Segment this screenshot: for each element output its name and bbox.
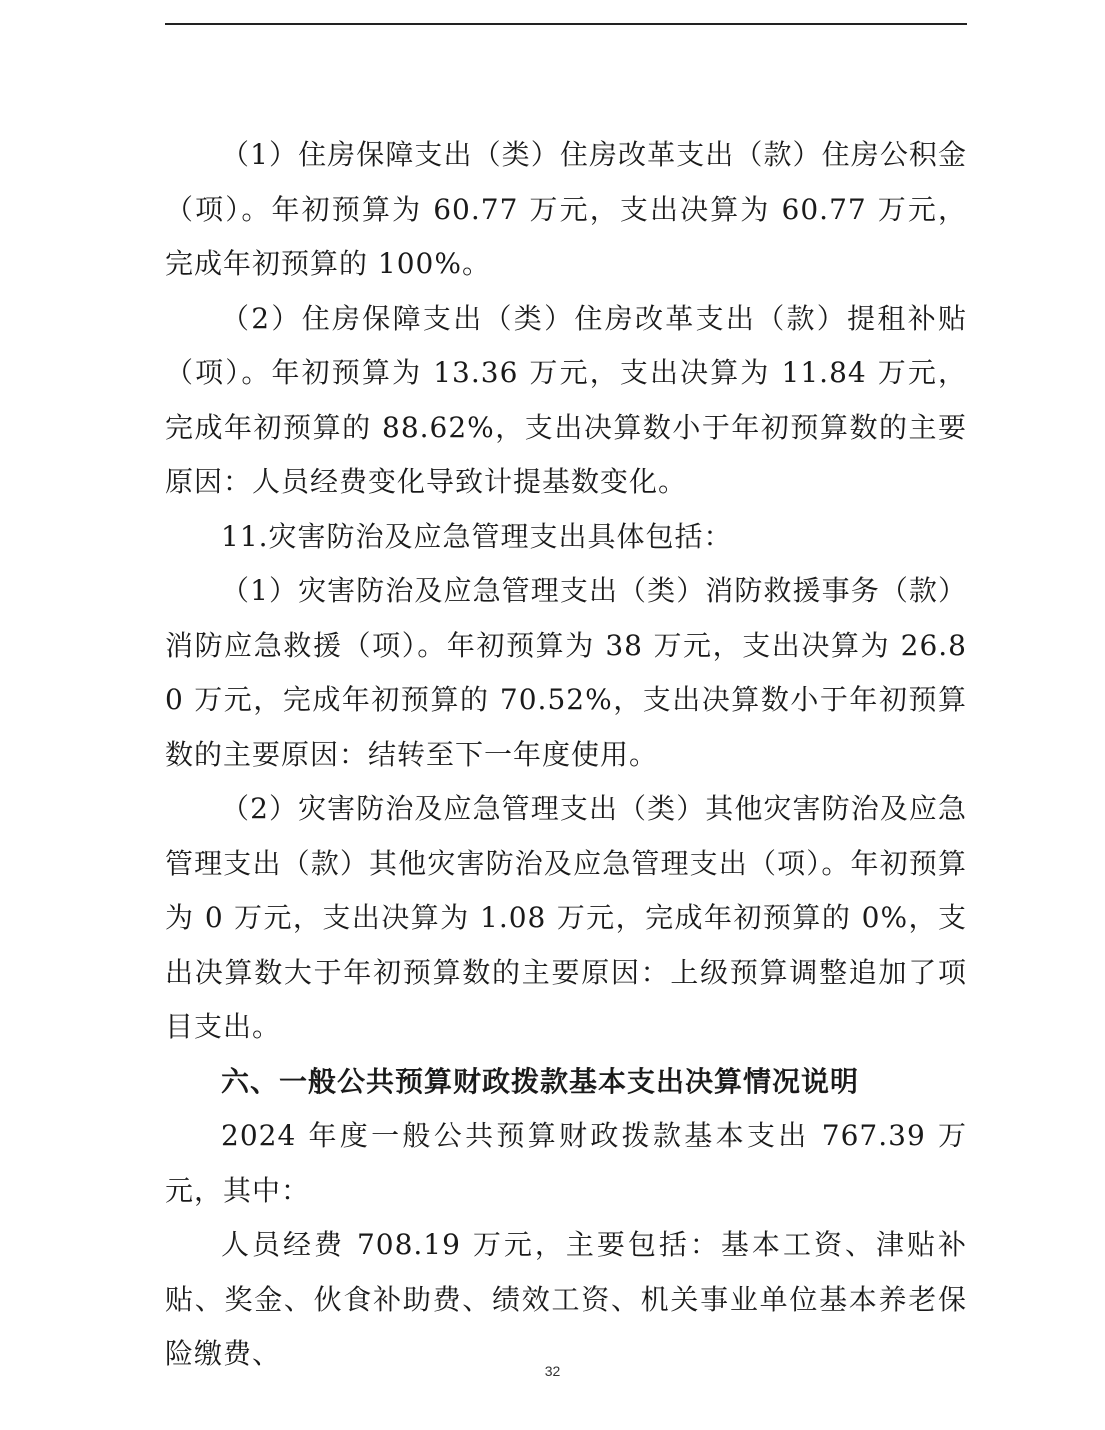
header-rule bbox=[165, 23, 967, 25]
paragraph-housing-rent-subsidy: （2）住房保障支出（类）住房改革支出（款）提租补贴（项）。年初预算为 13.36 万元，支出决算为 11.84 万元，完成年初预算的 88.62%，支出决算数小于年初预算数的主要原因：人员经费变化导致计提基数变化。 bbox=[165, 301, 967, 498]
paragraph-personnel-expenses: 人员经费 708.19 万元，主要包括：基本工资、津贴补贴、奖金、伙食补助费、绩效工资、机关事业单位基本养老保险缴费、 bbox=[165, 1228, 967, 1370]
section-heading: 六、一般公共预算财政拨款基本支出决算情况说明 bbox=[221, 1064, 860, 1098]
document-body bbox=[165, 128, 967, 1382]
paragraph-basic-expenditure-total: 2024 年度一般公共预算财政拨款基本支出 767.39 万元，其中： bbox=[165, 1119, 967, 1207]
page-number: 32 bbox=[544, 1363, 561, 1379]
paragraph-housing-provident-fund: （1）住房保障支出（类）住房改革支出（款）住房公积金（项）。年初预算为 60.77 万元，支出决算为 60.77 万元，完成年初预算的 100%。 bbox=[165, 138, 967, 280]
paragraph-disaster-prevention-intro: 11.灾害防治及应急管理支出具体包括： bbox=[221, 519, 733, 553]
paragraph-other-disaster-prevention: （2）灾害防治及应急管理支出（类）其他灾害防治及应急管理支出（款）其他灾害防治及应急管理支出（项）。年初预算为 0 万元，支出决算为 1.08 万元，完成年初预算的 0%，支出决算数大于年初预算数的主要原因：上级预算调整追加了项目支出。 bbox=[165, 792, 967, 1043]
paragraph-fire-rescue: （1）灾害防治及应急管理支出（类）消防救援事务（款）消防应急救援（项）。年初预算为 38 万元，支出决算为 26.80 万元，完成年初预算的 70.52%，支出决算数小于年初预算数的主要原因：结转至下一年度使用。 bbox=[165, 574, 967, 771]
